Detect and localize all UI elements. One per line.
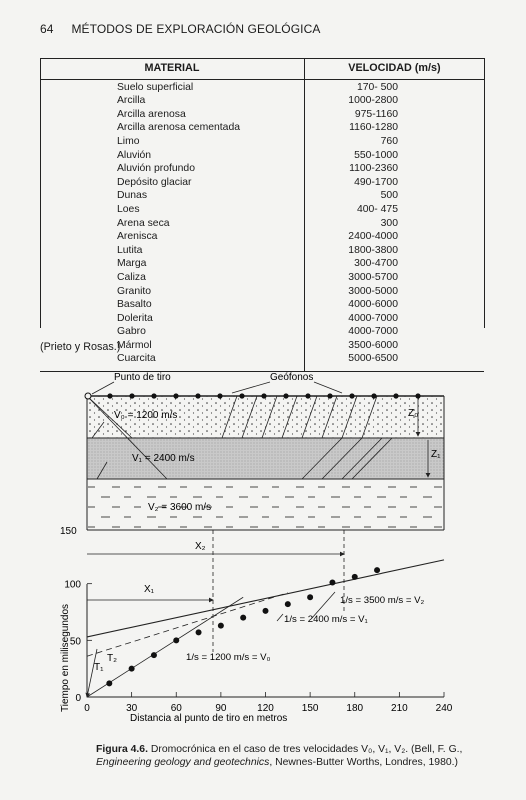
velocity-cell: 1100-2360 (349, 163, 398, 175)
page-number: 64 (40, 22, 54, 36)
x1-label: X₁ (144, 584, 155, 595)
velocity-cell: 760 (380, 135, 398, 147)
material-cell: Arenisca (40, 229, 304, 243)
velocity-cell: 490-1700 (354, 176, 398, 188)
material-cell: Dunas (40, 188, 304, 202)
data-point (218, 623, 224, 629)
material-cell: Depósito glaciar (40, 175, 304, 189)
velocity-cell: 500 (380, 190, 398, 202)
x-tick-label: 30 (126, 703, 138, 714)
material-cell: Marga (40, 256, 304, 270)
x-tick-label: 150 (301, 703, 319, 714)
velocity-cell: 3500-6000 (348, 339, 398, 351)
velocity-cell: 1800-3800 (348, 244, 398, 256)
column-header-velocity: VELOCIDAD (m/s) (304, 59, 484, 80)
table-row (40, 175, 484, 189)
table-row (40, 161, 484, 175)
data-point (106, 680, 112, 686)
data-point (329, 580, 335, 586)
x-tick-label: 180 (346, 703, 364, 714)
table-row (40, 148, 484, 162)
cross-section (60, 372, 444, 652)
x-tick-label: 60 (170, 703, 182, 714)
material-cell: Aluvión profundo (40, 161, 304, 175)
material-cell: Aluvión (40, 148, 304, 162)
velocity-cell: 1160-1280 (349, 122, 398, 134)
geophones-label: Geófonos (270, 372, 314, 383)
table-row (40, 270, 484, 284)
table-row (40, 79, 484, 93)
material-cell: Caliza (40, 270, 304, 284)
table-row (40, 311, 484, 325)
z0-label: Z₀ (408, 408, 419, 419)
dromochronic-chart (60, 560, 453, 724)
table-row (40, 93, 484, 107)
y-tick-150: 150 (60, 526, 77, 537)
velocity-cell: 975-1160 (354, 108, 398, 120)
slope-v2-label: 1/s = 3500 m/s = V₂ (340, 595, 425, 606)
t1-label: T₁ (94, 662, 104, 673)
material-cell: Granito (40, 284, 304, 298)
velocity-cell: 3000-5000 (348, 285, 398, 297)
material-cell: Dolerita (40, 311, 304, 325)
x-tick-label: 120 (257, 703, 274, 714)
table-row (40, 188, 484, 202)
data-point (196, 629, 202, 635)
material-cell: Basalto (40, 297, 304, 311)
data-point (307, 594, 313, 600)
data-point (374, 567, 380, 573)
velocity-cell: 4000-7000 (348, 326, 398, 338)
table-row (40, 243, 484, 257)
table-row (40, 297, 484, 311)
series-line-1 (87, 593, 288, 656)
y-tick-label: 0 (75, 693, 81, 704)
y-tick-label: 50 (69, 636, 81, 648)
velocity-cell: 400- 475 (356, 203, 398, 215)
v0-label: V₀ = 1200 m/s (114, 410, 178, 421)
velocity-cell: 2400-4000 (348, 231, 398, 243)
x2-label: X₂ (195, 541, 206, 552)
velocity-cell: 3000-5700 (348, 271, 398, 283)
dromochronic-figure (52, 352, 462, 732)
z1-label: Z₁ (431, 449, 441, 460)
caption-label: Figura 4.6. (96, 744, 148, 755)
page-title: MÉTODOS DE EXPLORACIÓN GEOLÓGICA (71, 22, 321, 36)
v1-label: V₁ = 2400 m/s (132, 453, 195, 464)
velocity-cell: 300 (380, 217, 398, 229)
data-point (240, 615, 246, 621)
slope-v0-label: 1/s = 1200 m/s = V₀ (186, 652, 271, 663)
data-point (151, 652, 157, 658)
velocity-cell: 1000-2800 (348, 95, 398, 107)
velocity-table (40, 58, 484, 372)
slope-v1-label: 1/s = 2400 m/s = V₁ (284, 614, 368, 625)
shot-point-label: Punto de tiro (114, 372, 171, 383)
caption-text: Dromocrónica en el caso de tres velocidades V₀, V₁, V₂. (Bell, F. G., (147, 744, 463, 755)
data-point (129, 666, 135, 672)
velocity-cell: 550-1000 (354, 149, 398, 161)
table-row (40, 134, 484, 148)
table-row (40, 120, 484, 134)
x-tick-label: 90 (215, 703, 227, 714)
material-cell: Loes (40, 202, 304, 216)
data-point (285, 601, 291, 607)
v2-label: V₂ = 3600 m/s (148, 502, 212, 513)
material-cell: Gabro (40, 324, 304, 338)
material-cell: Mármol (40, 338, 304, 352)
material-cell: Arcilla arenosa cementada (40, 120, 304, 134)
material-cell: Arena seca (40, 216, 304, 230)
x-tick-label: 210 (391, 703, 408, 714)
x-tick-label: 240 (435, 703, 453, 714)
velocity-cell: 4000-6000 (348, 299, 398, 311)
velocity-cell: 4000-7000 (348, 312, 398, 324)
source-note: (Prieto y Rosas.) (40, 341, 121, 353)
table-row (40, 229, 484, 243)
data-point (173, 637, 179, 643)
x-axis-label: Distancia al punto de tiro en metros (130, 713, 288, 724)
x-tick-label: 0 (84, 703, 90, 714)
table-row (40, 256, 484, 270)
data-point (352, 574, 358, 580)
table-row (40, 284, 484, 298)
t2-label: T₂ (107, 653, 117, 664)
material-cell: Limo (40, 134, 304, 148)
velocity-cell: 5000-6500 (304, 351, 484, 371)
material-cell: Arcilla arenosa (40, 107, 304, 121)
data-point (263, 608, 269, 614)
table-row (40, 324, 484, 338)
velocity-cell: 300-4700 (354, 258, 398, 270)
table-row (40, 107, 484, 121)
caption-text-end: , Newnes-Butter Worths, Londres, 1980.) (269, 757, 458, 768)
page-header (40, 22, 320, 36)
velocity-cell: 170- 500 (356, 81, 398, 93)
table-row (40, 202, 484, 216)
figure-caption (96, 743, 496, 769)
material-cell: Lutita (40, 243, 304, 257)
material-cell: Arcilla (40, 93, 304, 107)
y-axis-label: Tiempo en milisegundos (60, 603, 71, 712)
column-header-material: MATERIAL (40, 59, 304, 80)
table-row (40, 216, 484, 230)
y-tick-label: 100 (64, 579, 81, 591)
material-cell: Suelo superficial (40, 79, 304, 93)
caption-book-title: Engineering geology and geotechnics (96, 757, 270, 768)
material-cell: Cuarcita (40, 351, 304, 371)
